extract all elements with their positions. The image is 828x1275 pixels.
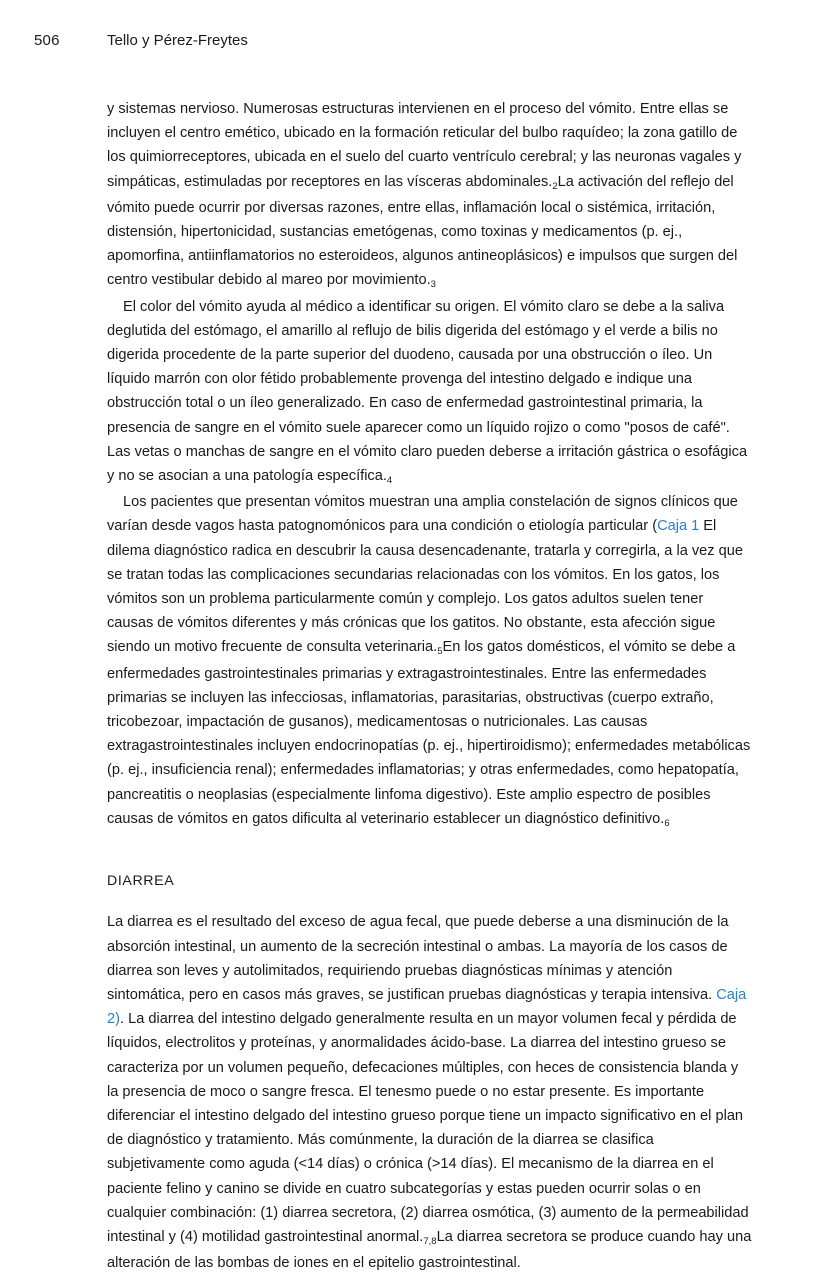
page-number: 506 [34,32,60,49]
paragraph-text: y sistemas nervioso. Numerosas estructuras intervienen en el proceso del vómito. Entre ellas se incluyen el centro emético, ubicado en la formación reticular del bulbo raquídeo; la zona gatillo de los quimiorreceptores, ubicada en el suelo del cuarto ventrículo cerebral; y las neuronas vagales y simpáticas, estimuladas por receptores en las vísceras abdominales. [107,101,742,190]
paragraph-color-vomito [107,295,753,491]
running-head [0,32,828,58]
citation-ref[interactable]: 4 [386,475,393,487]
paragraph-text-cont2: En los gatos domésticos, el vómito se debe a enfermedades gastrointestinales primarias y extragastrointestinales. Entre las enfermedades primarias se incluyen las infecciosas, inflamatorias, parasitarias, obstructivas (cuerpo extraño, tricobezoar, impactación de gusanos), medicamentosas o nutricionales. Las causas extragastrointestinales incluyen endocrinopatías (p. ej., hipertiroidismo); enfermedades metabólicas (p. ej., insuficiencia renal); enfermedades inflamatorias; y otras enfermedades, como hepatopatía, pancreatitis o neoplasias (especialmente linfoma digestivo). Este amplio espectro de posibles causas de vómitos en gatos dificulta al veterinario establecer un diagnóstico definitivo. [107,639,751,827]
citation-ref[interactable]: 2 [552,180,558,192]
paragraph-diarrea [107,910,753,1275]
paragraph-text: Los pacientes que presentan vómitos muestran una amplia constelación de signos clínicos que varían desde vagos hasta patognomónicos para una condición o etiología particular ( [107,494,738,535]
citation-ref[interactable]: 3 [430,279,436,291]
section-spacer [107,833,753,869]
citation-ref[interactable]: 5 [437,646,443,658]
citation-ref[interactable]: 6 [664,817,670,829]
paragraph-text-cont: El dilema diagnóstico radica en descubrir la causa desencadenante, tratarla y corregirla, a la vez que se tratan todas las complicaciones secundarias relacionadas con los vómitos. En los gatos, los vómitos son un problema particularmente común y complejo. Los gatos adultos suelen tener causas de vómitos diferentes y más crónicas que los gatitos. No obstante, esta afección sigue siendo un motivo frecuente de consulta veterinaria. [107,518,744,656]
paragraph-text-cont: La activación del reflejo del vómito puede ocurrir por diversas razones, entre ellas, inflamación local o sistémica, irritación, distensión, hipertonicidad, sustancias emetógenas, como toxinas y medicamentos (p. ej., apomorfina, antiinflamatorios no esteroideos, algunos antineoplásicos) e impulsos que surgen del centro vestibular debido al mareo por movimiento. [107,173,738,289]
paragraph-vomito-fisiologia [107,97,753,295]
paragraph-text: La diarrea es el resultado del exceso de agua fecal, que puede deberse a una disminución de la absorción intestinal, un aumento de la secreción intestinal o ambas. La mayoría de los casos de diarrea son leves y autolimitados, requiriendo pruebas diagnósticas mínimas y atención sintomática, pero en casos más graves, se justifican pruebas diagnósticas y terapia intensiva. [107,914,729,1003]
paragraph-text: El color del vómito ayuda al médico a identificar su origen. El vómito claro se debe a la saliva deglutida del estómago, el amarillo al reflujo de bilis digerida del estómago y el verde a bilis no digerida procedente de la parte superior del duodeno, causada por una obstrucción o íleo. Un líquido marrón con olor fétido probablemente provenga del intestino delgado e indique una obstrucción total o un íleo generalizado. En caso de enfermedad gastrointestinal primaria, la presencia de sangre en el vómito suele aparecer como un líquido rojizo o como "posos de café". Las vetas o manchas de sangre en el vómito claro pueden deberse a irritación gástrica o esofágica y no se asocian a una patología específica. [107,298,748,485]
heading-spacer [107,893,753,910]
paragraph-signos-clinicos [107,490,753,833]
cross-reference-caja-1[interactable]: Caja 1 [657,518,700,535]
citation-ref[interactable]: 7,8 [423,1235,437,1247]
paragraph-text-cont2: La diarrea secretora se produce cuando hay una alteración de las bombas de iones en el epitelio gastrointestinal. [107,1228,752,1272]
cross-reference-caja-2[interactable]: Caja 2) [107,986,747,1028]
body-column [107,97,753,1275]
paragraph-text-cont: . La diarrea del intestino delgado generalmente resulta en un mayor volumen fecal y pérdida de líquidos, electrolitos y proteínas, y anormalidades ácido-base. La diarrea del intestino grueso se caracteriza por un volumen pequeño, defecaciones múltiples, con heces de consistencia blanda y la presencia de moco o sangre fresca. El tenesmo puede o no estar presente. Es importante diferenciar el intestino delgado del intestino grueso porque tiene un impacto significativo en el plan de diagnóstico y tratamiento. Más comúnmente, la duración de la diarrea se clasifica subjetivamente como aguda (<14 días) o crónica (>14 días). El mecanismo de la diarrea en el paciente felino y canino se divide en cuatro subcategorías y estas pueden ocurrir solas o en cualquier combinación: (1) diarrea secretora, (2) diarrea osmótica, (3) aumento de la permeabilidad intestinal y (4) motilidad gastrointestinal anormal. [107,1011,749,1245]
section-heading-diarrea: DIARREA [107,873,175,890]
running-title: Tello y Pérez-Freytes [107,32,248,49]
